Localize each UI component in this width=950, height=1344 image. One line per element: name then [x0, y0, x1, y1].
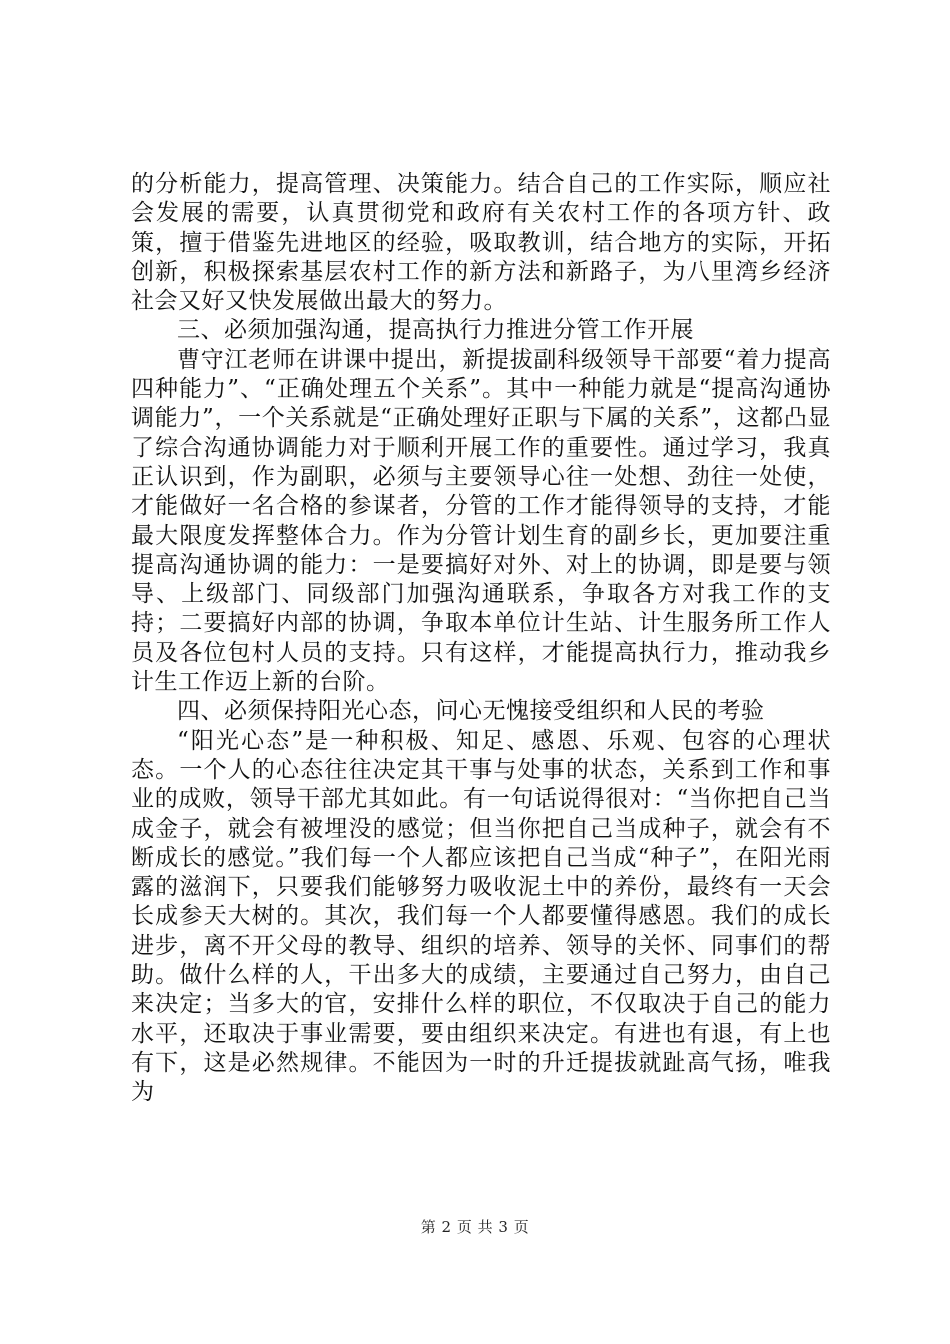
page-footer: 第 2 页 共 3 页: [420, 1218, 530, 1236]
paragraph-communication: 曹守江老师在讲课中提出，新提拔副科级领导干部要“着力提高四种能力”、“正确处理五个关系”。其中一种能力就是“提高沟通协调能力”，一个关系就是“正确处理好正职与下属的关系”，这都凸显了综合沟通协调能力对于顺利开展工作的重要性。通过学习，我真正认识到，作为副职，必须与主要领导心往一处想、劲往一处使，才能做好一名合格的参谋者，分管的工作才能得领导的支持，才能最大限度发挥整体合力。作为分管计划生育的副乡长，更加要注重提高沟通协调的能力：一是要搞好对外、对上的协调，即是要与领导、上级部门、同级部门加强沟通联系，争取各方对我工作的支持；二要搞好内部的协调，争取本单位计生站、计生服务所工作人员及各位包村人员的支持。只有这样，才能提高执行力，推动我乡计生工作迈上新的台阶。: [131, 346, 831, 696]
section-heading-three: 三、必须加强沟通，提高执行力推进分管工作开展: [177, 317, 694, 344]
paragraph-sunshine-mindset: “阳光心态”是一种积极、知足、感恩、乐观、包容的心理状态。一个人的心态往往决定其干事与处事的状态，关系到工作和事业的成败，领导干部尤其如此。有一句话说得很对：“当你把自己当成金子，就会有被埋没的感觉；但当你把自己当成种子，就会有不断成长的感觉。”我们每一个人都应该把自己当成“种子”，在阳光雨露的滋润下，只要我们能够努力吸收泥土中的养份，最终有一天会长成参天大树的。其次，我们每一个人都要懂得感恩。我们的成长进步，离不开父母的教导、组织的培养、领导的关怀、同事们的帮助。做什么样的人，干出多大的成绩，主要通过自己努力，由自己来决定；当多大的官，安排什么样的职位，不仅取决于自己的能力水平，还取决于事业需要，要由组织来决定。有进也有退，有上也有下，这是必然规律。不能因为一时的升迁提拔就趾高气扬，唯我为: [131, 727, 831, 1106]
paragraph-continuation: 的分析能力，提高管理、决策能力。结合自己的工作实际，顺应社会发展的需要，认真贯彻党和政府有关农村工作的各项方针、政策，擅于借鉴先进地区的经验，吸取教训，结合地方的实际，开拓创新，积极探索基层农村工作的新方法和新路子，为八里湾乡经济社会又好又快发展做出最大的努力。: [131, 171, 831, 315]
document-body: [131, 170, 831, 1108]
section-heading-four: 四、必须保持阳光心态，问心无愧接受组织和人民的考验: [177, 698, 765, 725]
